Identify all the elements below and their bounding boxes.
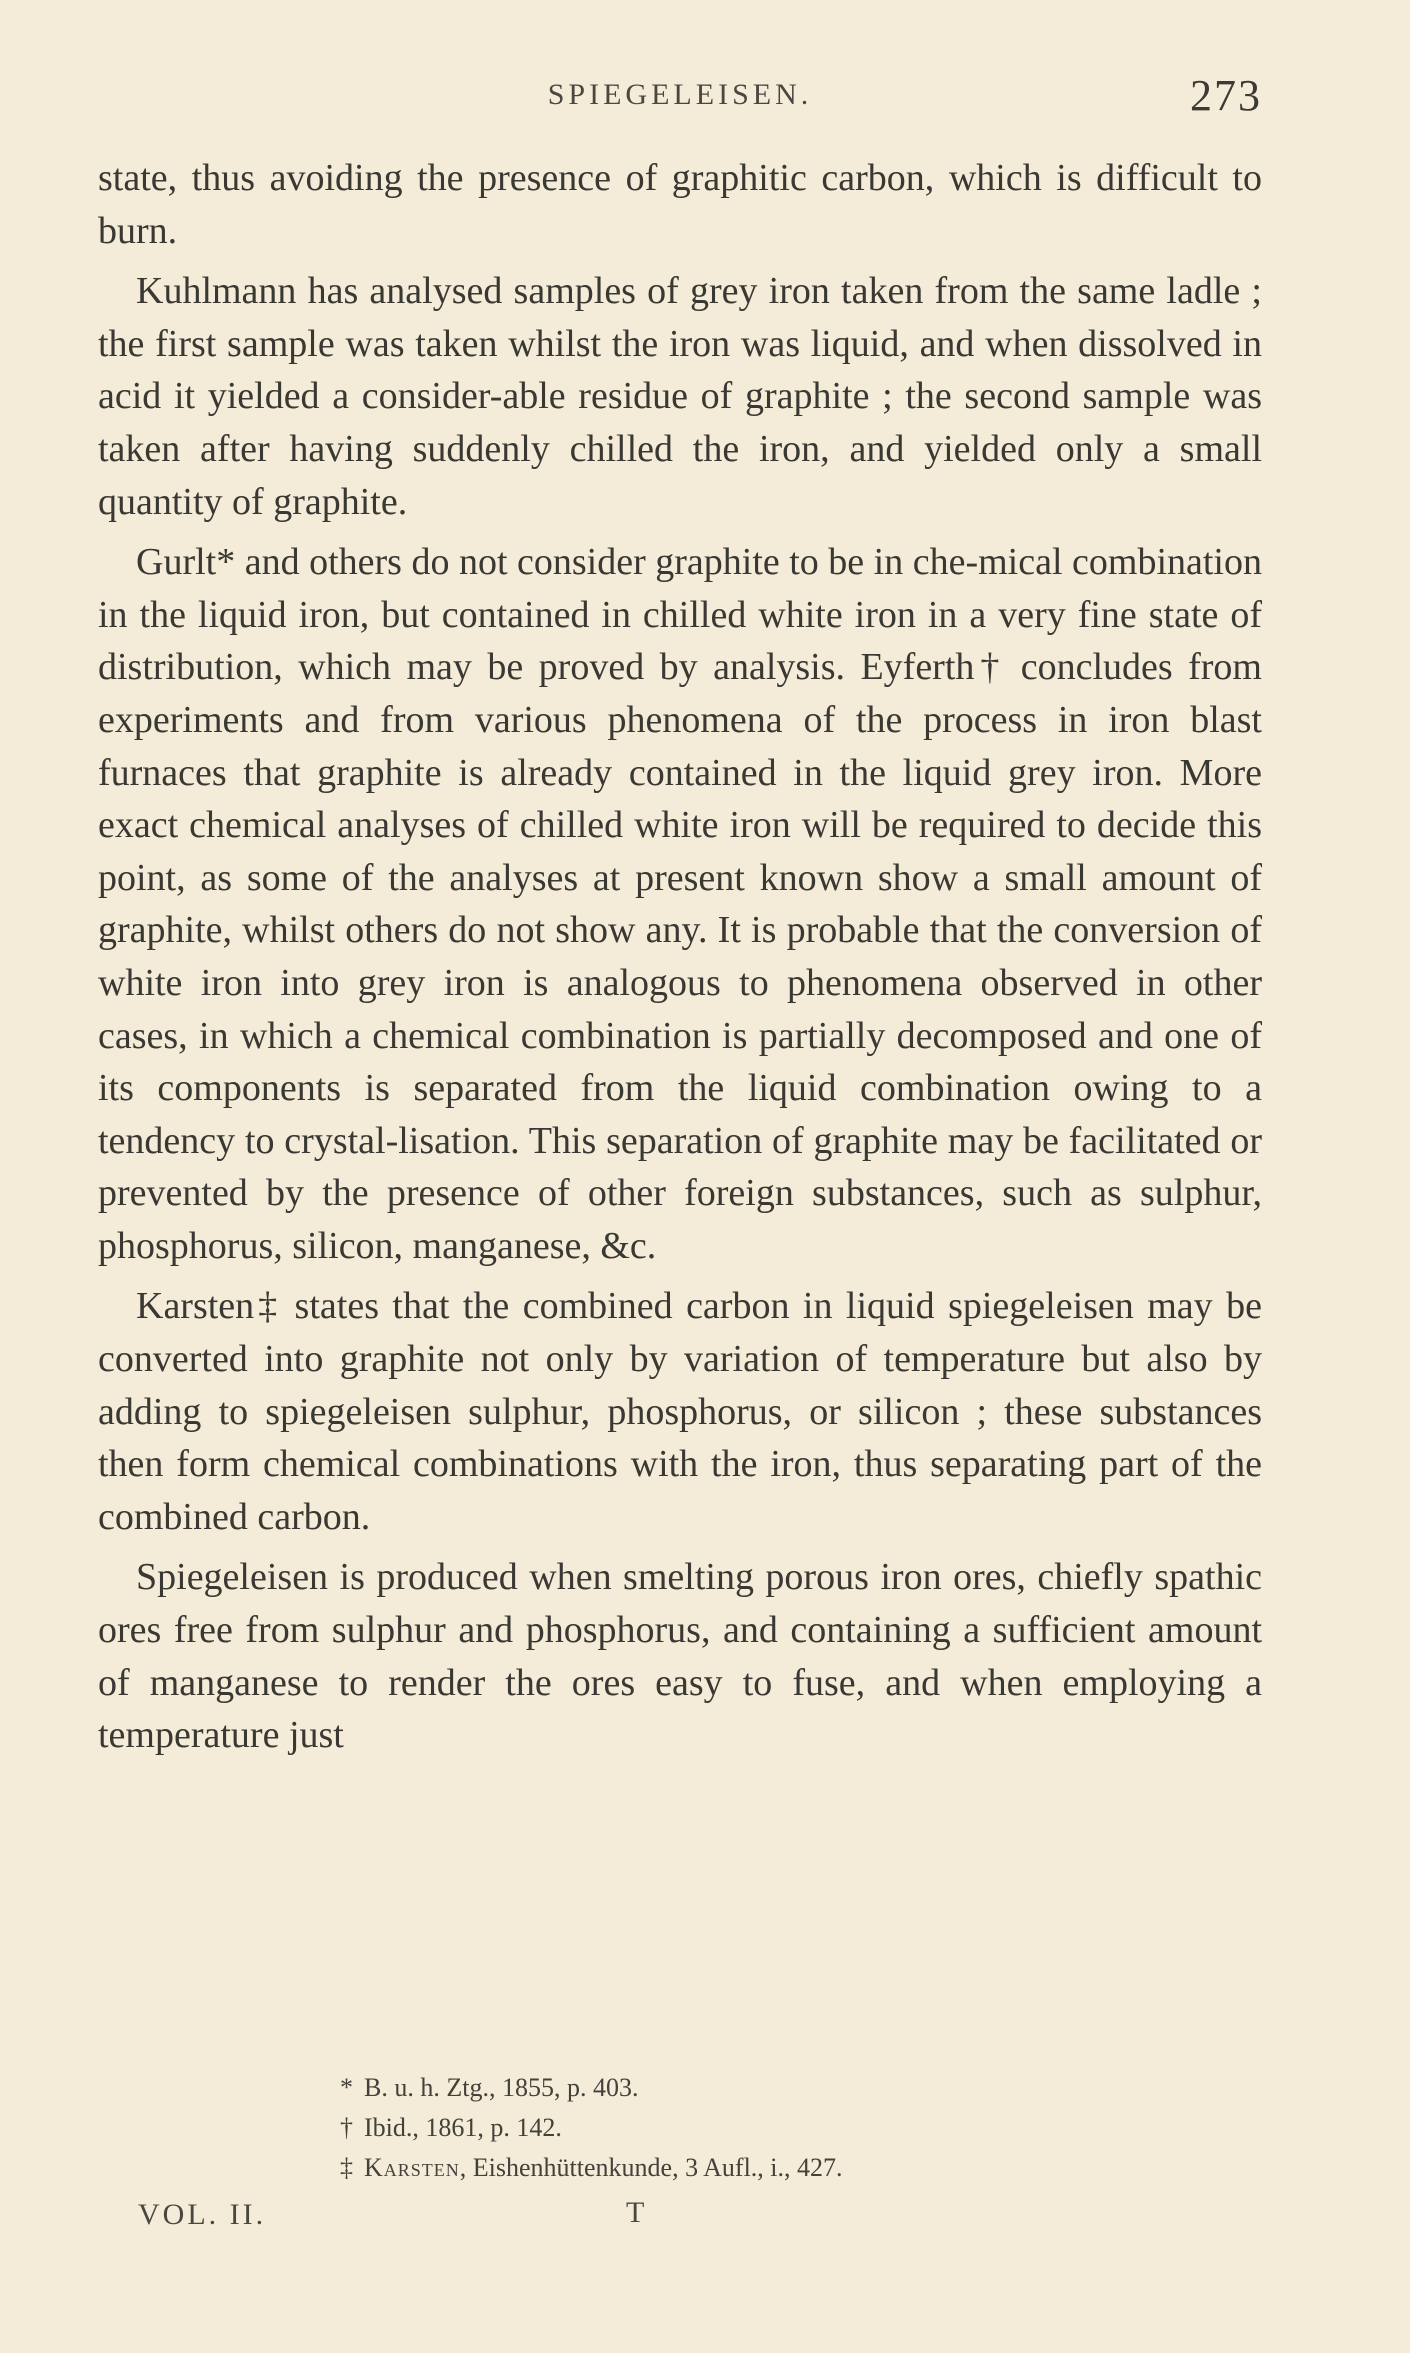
body-text [98, 152, 1262, 1770]
paragraph-gurlt: Gurlt* and others do not consider graphite to be in che-mical combination in the liquid iron, but contained in chilled white iron in a very fine state of distribution, which may be proved by analysis. Eyferth† concludes from experiments and from various phenomena of the process in iron blast furnaces that graphite is already contained in the liquid grey iron. More exact chemical analyses of chilled white iron will be required to decide this point, as some of the analyses at present known show a small amount of graphite, whilst others do not show any. It is probable that the conversion of white iron into grey iron is analogous to phenomena observed in other cases, in which a chemical combination is partially decomposed and one of its components is separated from the liquid combination owing to a tendency to crystal-lisation. This separation of graphite may be facilitated or prevented by the presence of other foreign substances, such as sulphur, phosphorus, silicon, manganese, &c. [98, 541, 1262, 1267]
footnote-text: B. u. h. Ztg., 1855, p. 403. [364, 2073, 639, 2102]
footnote-text: , Eishenhüttenkunde, 3 Aufl., i., 427. [459, 2153, 843, 2182]
footnote-text: Ibid., 1861, p. 142. [364, 2113, 562, 2142]
footnote [340, 2068, 1120, 2108]
footnotes [340, 2068, 1120, 2188]
paragraph-continued: state, thus avoiding the presence of graphitic carbon, which is difficult to burn. [98, 157, 1262, 252]
signature-mark: T [626, 2196, 645, 2229]
paragraph-spiegeleisen: Spiegeleisen is produced when smelting porous iron ores, chiefly spathic ores free from sulphur and phosphorus, and containing a sufficient amount of manganese to render the ores easy to fuse, and when employing a temperature just [98, 1556, 1262, 1757]
page-number: 273 [1190, 71, 1262, 120]
footnote-mark: ‡ [340, 2153, 353, 2182]
footnote [340, 2148, 1120, 2188]
running-head [98, 70, 1262, 130]
paragraph-karsten: Karsten‡ states that the combined carbon in liquid spiegeleisen may be converted into graphite not only by variation of temperature but also by adding to spiegeleisen sulphur, phosphorus, or silicon ; these substances then form chemical combinations with the iron, thus separating part of the combined carbon. [98, 1285, 1262, 1538]
paragraph-kuhlmann: Kuhlmann has analysed samples of grey iron taken from the same ladle ; the first sample was taken whilst the iron was liquid, and when dissolved in acid it yielded a consider-able residue of graphite ; the second sample was taken after having suddenly chilled the iron, and yielded only a small quantity of graphite. [98, 270, 1262, 523]
footnote-mark: † [340, 2113, 353, 2142]
volume-label: VOL. II. [138, 2198, 267, 2231]
footnote [340, 2108, 1120, 2148]
footnote-mark: * [340, 2073, 353, 2102]
footnote-author: Karsten [364, 2153, 460, 2182]
running-title: SPIEGELEISEN. [547, 78, 813, 111]
